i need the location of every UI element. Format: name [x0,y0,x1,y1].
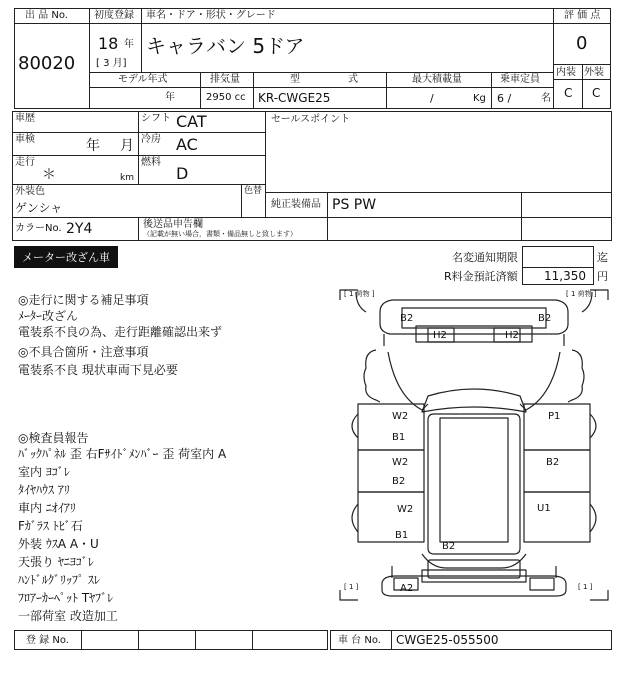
sales-point-label: セールスポイント [271,114,351,125]
left-door-1 [358,404,424,450]
car-name-label: 車名・ドア・形状・グレード [146,10,276,21]
rear-right-lamp [530,578,554,590]
registration-cell-2 [138,630,196,650]
mark-top-left: B2 [400,313,414,324]
shift-value: CAT [176,112,207,131]
right-rear-arch [590,504,596,532]
mark-right-u: U1 [537,503,551,514]
color-label: 外装色 [15,186,45,197]
ac-label: 冷房 [141,134,161,145]
corner-label-br: [ 1 ] [578,583,593,591]
model-year-cell [89,87,201,109]
remark-line: ﾊﾞｯｸﾊﾟﾈﾙ 歪 右Fｻｲﾄﾞﾒﾝﾊﾞｰ 歪 荷室内 A [18,447,227,461]
rear-hatch [428,560,520,578]
front-left-wheel-arch [364,350,380,402]
remark-line: Fｶﾞﾗｽ ﾄﾋﾞ石 [18,519,83,533]
front-pillars [384,334,564,346]
fuel-value: D [176,164,189,183]
inspection-month-unit: 月 [120,138,134,154]
windshield [422,389,526,412]
mark-left-rear-w: W2 [397,504,414,515]
equipment-value: PS PW [332,197,377,213]
mark-left-door1-b: B1 [392,432,406,443]
documents-note: （記載が無い場合，書類・備品無しと致します） [143,230,297,238]
corner-label-tr: [ 1 荷物 ] [566,290,597,298]
recycle-label: R料金預託済額 [444,270,518,283]
remark-line: ◎走行に関する補足事項 [18,293,149,307]
documents-extra-cell-1 [327,217,522,241]
type-value: KR-CWGE25 [258,91,331,105]
inspection-year-unit: 年 [86,138,100,154]
remark-line: 天張り ﾔﾆﾖｺﾞﾚ [18,555,94,569]
equipment-extra-cell [521,192,612,218]
type-label-cell [253,72,387,88]
registration-cell-1 [81,630,139,650]
left-door-2 [358,450,424,492]
first-reg-year: 18 [98,34,119,53]
mark-left-door2-b: B2 [392,476,406,487]
right-front-arch [590,414,596,438]
remark-line: 電装系不良の為、走行距離確認出来ず [18,325,223,339]
vehicle-damage-diagram [336,286,612,604]
corner-label-bl: [ 1 ] [344,583,359,591]
mark-left-rear-b: B1 [395,530,409,541]
rear-glass [422,554,526,568]
documents-extra-cell-2 [521,217,612,241]
max-load-unit: Kg [473,93,486,104]
mark-h2-right: H2 [505,330,519,341]
first-reg-year-unit: 年 [124,39,134,50]
recycle-unit: 円 [597,270,608,283]
mileage-label: 走行 [15,157,35,168]
remark-line: 一部荷室 改造加工 [18,609,118,623]
car-name: キャラバン 5ドア [146,34,305,58]
capacity-value: 6 / [497,92,512,105]
front-grille-outline [402,308,546,328]
name-change-unit: 迄 [597,251,608,264]
interior-grade: C [564,86,573,100]
front-right-wheel-arch [568,350,584,402]
lot-label: 出 品 No. [25,10,68,21]
remark-line: ﾌﾛｱｰｶｰﾍﾟｯﾄ Tﾔﾌﾞﾚ [18,591,114,605]
corner-label-tl: [ 1 荷物 ] [344,290,375,298]
chassis-label: 車 台 No. [338,635,381,646]
color-change-label: 色替 [244,186,263,196]
remark-line: ﾀｲﾔﾊｳｽ ｱﾘ [18,483,70,497]
capacity-label: 乗車定員 [500,74,540,85]
model-year-label: モデル年式 [118,74,168,85]
displacement-label: 排気量 [210,74,240,85]
first-reg-label: 初度登録 [94,10,134,21]
shift-label: シフト [141,113,171,124]
mark-rear-b2: B2 [442,541,456,552]
left-front-arch [352,414,358,438]
left-rear-arch [352,504,358,532]
remark-line: ﾊﾝﾄﾞﾙｸﾞﾘｯﾌﾟ ｽﾚ [18,573,100,587]
mark-h2-left: H2 [433,330,447,341]
mark-right-p: P1 [548,411,561,422]
first-reg-month: [ 3 月] [96,58,127,69]
name-change-cell [522,246,594,268]
remark-line: 電装系不良 現状車両下見必要 [18,363,178,377]
roof-inner [440,418,508,542]
remark-line: ◎検査員報告 [18,431,89,445]
front-left-door-curve [388,352,428,410]
mark-right-b2: B2 [546,457,560,468]
right-rear-panel [524,492,590,542]
type-label-2: 式 [348,74,358,85]
inspection-label: 車検 [15,134,35,145]
history-label: 車歴 [15,113,35,124]
score-label: 評 価 点 [564,10,601,21]
max-load-value: / [430,92,434,105]
recycle-value: 11,350 [544,269,586,283]
mark-left-door2-w: W2 [392,457,409,468]
score-value: 0 [576,33,588,54]
lot-number: 80020 [18,53,76,74]
displacement-value: 2950 cc [206,92,246,103]
max-load-label: 最大積載量 [412,74,462,85]
front-right-door-curve [520,352,560,410]
mark-bottom-a2: A2 [400,583,414,594]
color-value: ゲンシャ [15,201,63,215]
type-label: 型 [290,74,300,85]
mark-left-door1-w: W2 [392,411,409,422]
left-rear-panel [358,492,424,542]
mark-top-right: B2 [538,313,552,324]
documents-label: 後送品申告欄 [143,219,203,230]
remark-line: ◎不具合箇所・注意事項 [18,345,149,359]
color-no-label: カラーNo. [15,223,62,234]
remark-line: 車内 ﾆｵｲｱﾘ [18,501,76,515]
corner-bracket-br [590,590,608,600]
fuel-label: 燃料 [141,157,161,168]
registration-label: 登 録 No. [26,635,69,646]
capacity-unit: 名 [541,93,551,104]
exterior-label: 外装 [584,67,604,78]
remark-line: 室内 ﾖｺﾞﾚ [18,465,70,479]
registration-cell-3 [195,630,253,650]
remark-line: 外装 ｳｽA A・U [18,537,99,551]
front-mirrors [356,292,592,312]
color-no-value: 2Y4 [66,221,93,237]
roof-panel [428,414,520,554]
name-change-label: 名変通知期限 [452,251,518,264]
exterior-grade: C [592,86,601,100]
corner-bracket-bl [340,590,358,600]
mileage-value: ＊ [42,167,56,183]
ac-value: AC [176,135,198,154]
remark-line: ﾒｰﾀｰ改ざん [18,309,79,323]
mileage-unit: km [120,173,134,183]
chassis-value: CWGE25-055500 [396,633,499,647]
registration-cell-4 [252,630,328,650]
equipment-label: 純正装備品 [271,199,321,210]
model-year-unit: 年 [165,92,175,103]
meter-tamper-badge: メーター改ざん車 [14,246,118,268]
interior-label: 内装 [556,67,576,78]
